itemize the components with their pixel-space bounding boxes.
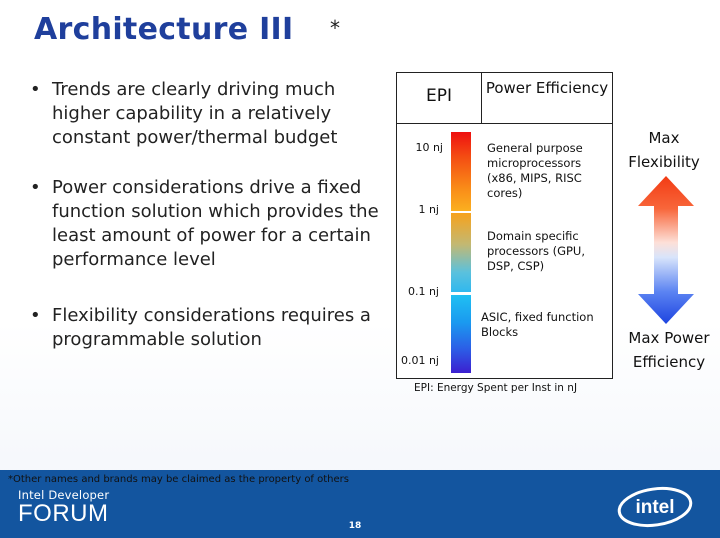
event-name-line2: FORUM bbox=[18, 500, 109, 527]
tick-label: 0.1 nj bbox=[407, 285, 439, 298]
tick-label: 1 nj bbox=[418, 203, 439, 216]
intel-logo-icon bbox=[616, 484, 694, 530]
bullet-list bbox=[30, 78, 385, 352]
event-name-line1: Intel Developer bbox=[18, 488, 110, 502]
bar-segment-domain-specific bbox=[451, 213, 471, 292]
bullet-item bbox=[30, 304, 385, 352]
bullet-dot: • bbox=[30, 305, 41, 326]
bullet-text: Power considerations drive a fixed function solution which provides the least amount of power for a certain performance level bbox=[52, 177, 379, 270]
double-arrow-icon bbox=[638, 176, 694, 324]
bullet-dot: • bbox=[30, 177, 41, 198]
trademark-disclaimer: *Other names and brands may be claimed as the property of others bbox=[8, 474, 349, 485]
max-power-efficiency-label: Max Power Efficiency bbox=[628, 329, 710, 371]
tick-label: 0.01 nj bbox=[400, 354, 439, 367]
bar-segment-general-purpose bbox=[451, 132, 471, 211]
slide-title: Architecture III bbox=[34, 12, 294, 47]
bullet-text: Trends are clearly driving much higher capability in a relatively constant power/thermal budget bbox=[52, 79, 338, 148]
epi-footnote: EPI: Energy Spent per Inst in nJ bbox=[414, 382, 578, 394]
tick-label: 10 nj bbox=[415, 141, 443, 154]
bullet-text: Flexibility considerations requires a programmable solution bbox=[52, 305, 371, 350]
segment-label-domain-specific: Domain specific processors (GPU, DSP, CSP) bbox=[487, 229, 586, 273]
epi-header: EPI bbox=[425, 86, 452, 106]
bar-segment-asic bbox=[451, 295, 471, 373]
bullet-item bbox=[30, 176, 385, 272]
max-flexibility-label: Max Flexibility bbox=[628, 129, 700, 171]
bullet-item bbox=[30, 78, 385, 150]
title-asterisk: * bbox=[330, 16, 340, 40]
segment-label-asic: ASIC, fixed function Blocks bbox=[481, 310, 594, 339]
power-efficiency-header: Power Efficiency bbox=[485, 79, 609, 97]
segment-label-general-purpose: General purpose microprocessors (x86, MIPS, RISC cores) bbox=[487, 141, 583, 200]
header-divider bbox=[397, 123, 612, 124]
intel-logo-text: intel bbox=[635, 497, 675, 518]
epi-gradient-bar bbox=[451, 132, 471, 373]
epi-diagram bbox=[396, 72, 613, 379]
bullet-dot: • bbox=[30, 79, 41, 100]
page-number: 18 bbox=[348, 521, 362, 531]
